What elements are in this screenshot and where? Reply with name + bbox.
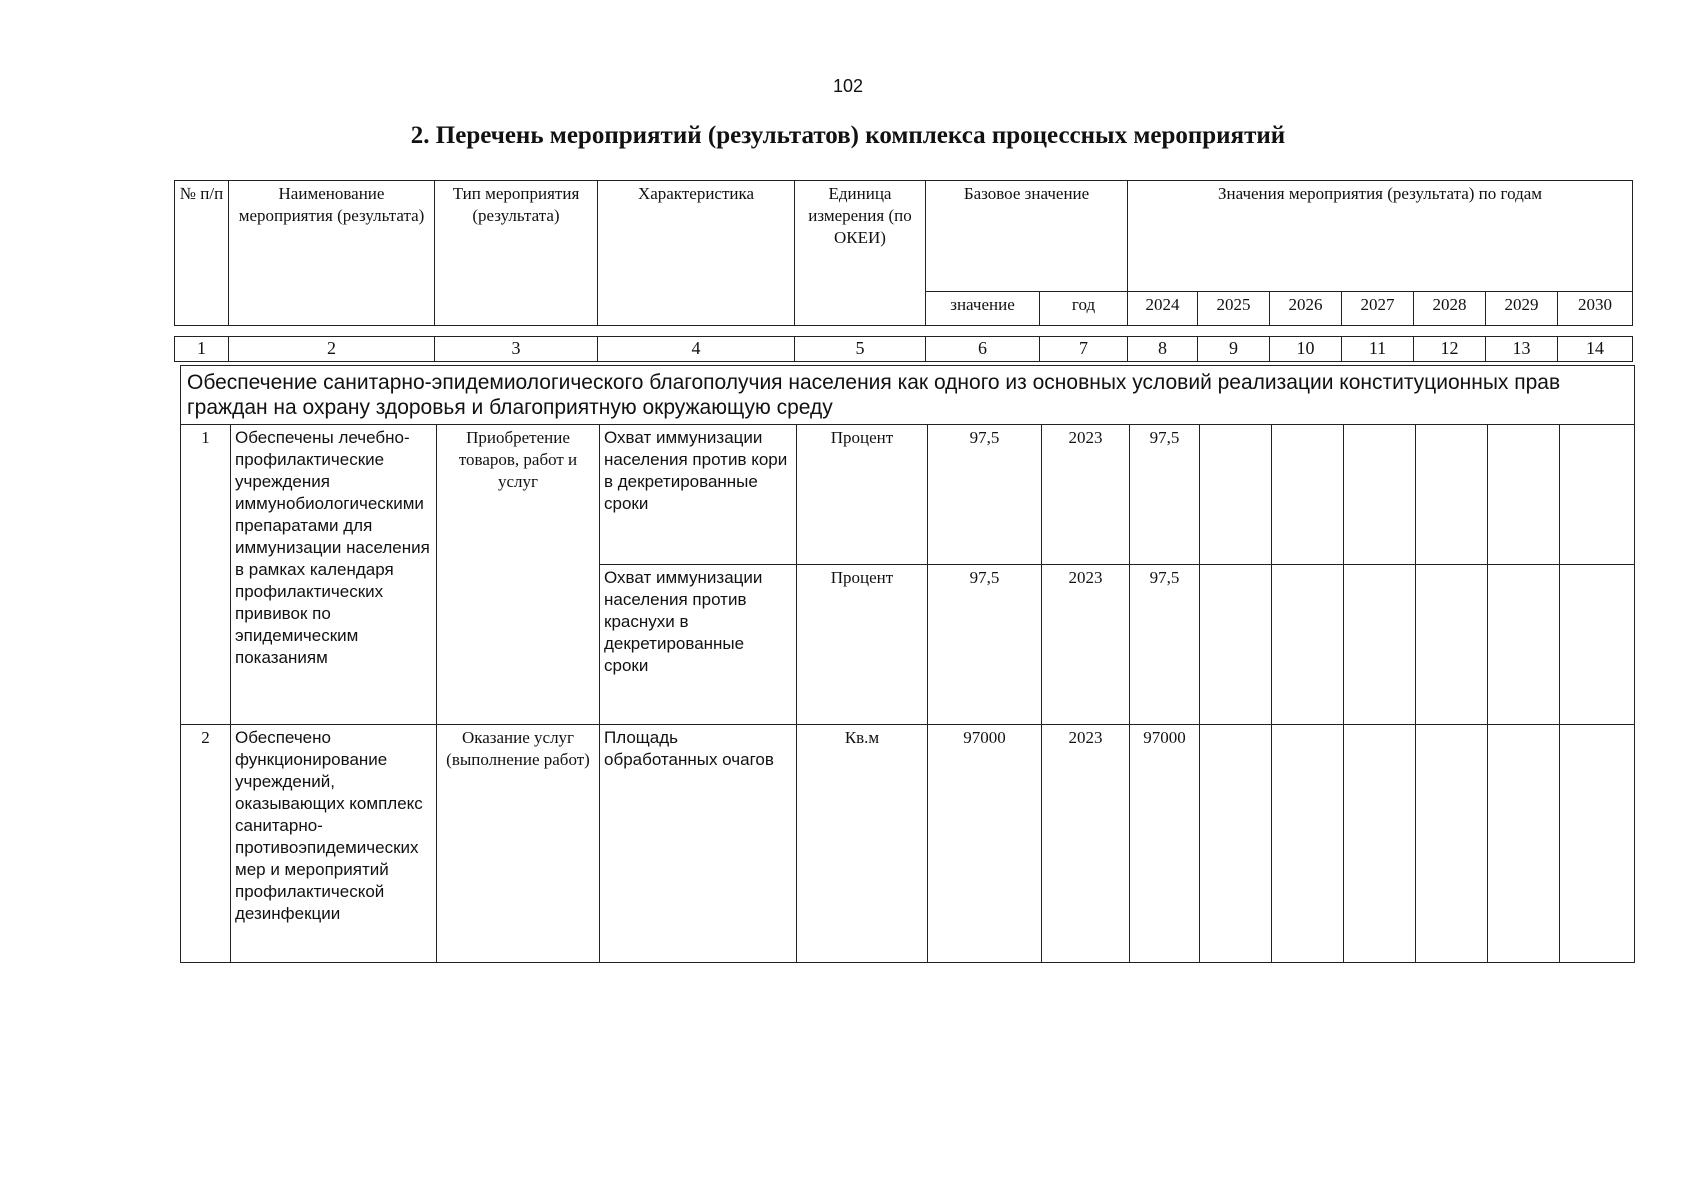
value-2026: [1272, 725, 1344, 963]
table-row: [181, 425, 1635, 565]
characteristic: Охват иммунизации населения против краснухи в декретированные сроки: [600, 565, 797, 725]
header-year-2026: 2026: [1270, 292, 1342, 326]
measures-table: [180, 365, 1635, 963]
header-characteristic: Характеристика: [598, 181, 795, 326]
value-2030: [1560, 725, 1635, 963]
measure-name: Обеспечено функционирование учреждений, оказывающих комплекс санитарно-противоэпидемических мер и мероприятий профилактической дезинфекции: [231, 725, 437, 963]
characteristic: Охват иммунизации населения против кори в декретированные сроки: [600, 425, 797, 565]
value-2026: [1272, 565, 1344, 725]
col-number: 12: [1414, 337, 1486, 362]
header-year-2024: 2024: [1128, 292, 1198, 326]
col-number: 13: [1486, 337, 1558, 362]
value-2027: [1344, 725, 1416, 963]
measure-name: Обеспечены лечебно-профилактические учреждения иммунобиологическими препаратами для иммунизации населения в рамках календаря профилактических прививок по эпидемическим показаниям: [231, 425, 437, 725]
section-row: [181, 366, 1635, 425]
col-number: 5: [795, 337, 926, 362]
value-2028: [1416, 725, 1488, 963]
value-2028: [1416, 565, 1488, 725]
col-number: 6: [926, 337, 1040, 362]
header-year: год: [1040, 292, 1128, 326]
value-2024: 97000: [1130, 725, 1200, 963]
column-numbers-table: [174, 336, 1633, 362]
value-2025: [1200, 565, 1272, 725]
col-number: 14: [1558, 337, 1633, 362]
header-year-2028: 2028: [1414, 292, 1486, 326]
value-2029: [1488, 565, 1560, 725]
value-2026: [1272, 425, 1344, 565]
value-2030: [1560, 565, 1635, 725]
header-year-2025: 2025: [1198, 292, 1270, 326]
col-number: 7: [1040, 337, 1128, 362]
value-2028: [1416, 425, 1488, 565]
page-number: 102: [832, 76, 864, 96]
header-year-2030: 2030: [1558, 292, 1633, 326]
header-type: Тип мероприятия (результата): [435, 181, 598, 326]
header-unit: Единица измерения (по ОКЕИ): [795, 181, 926, 326]
unit: Кв.м: [797, 725, 928, 963]
measure-type: Оказание услуг (выполнение работ): [437, 725, 600, 963]
unit: Процент: [797, 565, 928, 725]
measure-type: Приобретение товаров, работ и услуг: [437, 425, 600, 725]
header-table: [174, 180, 1633, 326]
row-number: 1: [181, 425, 231, 725]
header-year-2027: 2027: [1342, 292, 1414, 326]
col-number: 10: [1270, 337, 1342, 362]
value-2029: [1488, 725, 1560, 963]
col-number: 4: [598, 337, 795, 362]
row-number: 2: [181, 725, 231, 963]
base-year: 2023: [1042, 425, 1130, 565]
unit: Процент: [797, 425, 928, 565]
table-row: [181, 725, 1635, 963]
value-2027: [1344, 565, 1416, 725]
document-title: 2. Перечень мероприятий (результатов) комплекса процессных мероприятий: [410, 122, 1286, 149]
value-2025: [1200, 425, 1272, 565]
col-number: 9: [1198, 337, 1270, 362]
header-values-by-years: Значения мероприятия (результата) по годам: [1128, 181, 1633, 292]
col-number: 8: [1128, 337, 1198, 362]
base-value: 97,5: [928, 425, 1042, 565]
header-value: значение: [926, 292, 1040, 326]
header-num: № п/п: [175, 181, 229, 326]
header-name: Наименование мероприятия (результата): [229, 181, 435, 326]
col-number: 1: [175, 337, 229, 362]
value-2030: [1560, 425, 1635, 565]
value-2027: [1344, 425, 1416, 565]
base-value: 97,5: [928, 565, 1042, 725]
base-year: 2023: [1042, 725, 1130, 963]
base-value: 97000: [928, 725, 1042, 963]
header-year-2029: 2029: [1486, 292, 1558, 326]
value-2024: 97,5: [1130, 425, 1200, 565]
col-number: 11: [1342, 337, 1414, 362]
base-year: 2023: [1042, 565, 1130, 725]
value-2029: [1488, 425, 1560, 565]
section-title: Обеспечение санитарно-эпидемиологического благополучия населения как одного из основных условий реализации конституционных прав граждан на охрану здоровья и благоприятную окружающую среду: [181, 366, 1635, 425]
value-2024: 97,5: [1130, 565, 1200, 725]
header-base-value: Базовое значение: [926, 181, 1128, 292]
characteristic: Площадь обработанных очагов: [600, 725, 797, 963]
value-2025: [1200, 725, 1272, 963]
col-number: 2: [229, 337, 435, 362]
col-number: 3: [435, 337, 598, 362]
